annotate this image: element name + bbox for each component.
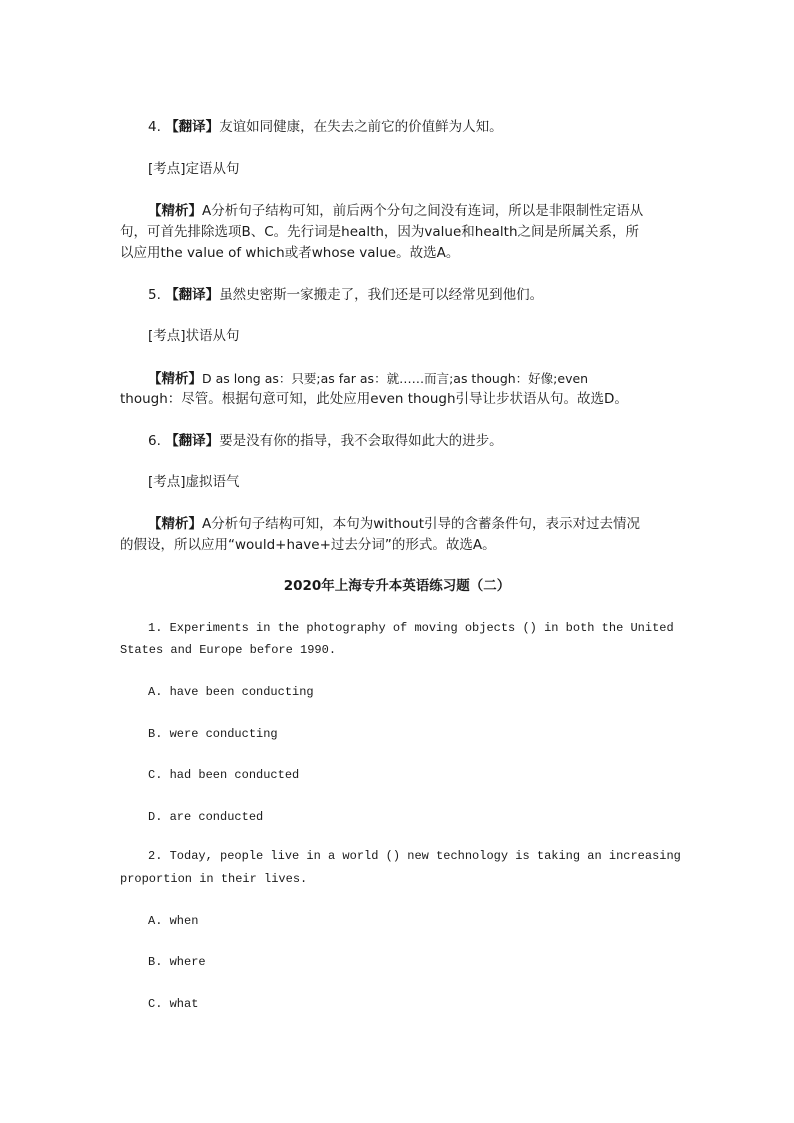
analysis-text: D as long as：只要;as far as：就……而言;as though：好像;even (202, 371, 589, 386)
question-1-stem-line2: States and Europe before 1990. (120, 643, 337, 657)
answer-number: 5. (148, 287, 161, 303)
question-2-stem-line2: proportion in their lives. (120, 872, 308, 886)
answer-4-analysis-line1 (148, 201, 643, 222)
analysis-tag: 【精析】 (148, 203, 202, 219)
answer-5-point: [考点]状语从句 (148, 328, 240, 344)
answer-4-analysis-line2: 句，可首先排除选项B、C。先行词是health，因为value和health之间是所属关系，所 (120, 224, 640, 240)
analysis-text: A分析句子结构可知，本句为without引导的含蓄条件句，表示对过去情况 (202, 516, 640, 532)
answer-5-translation-line (148, 285, 543, 306)
answer-5-analysis-line1 (148, 368, 588, 390)
answer-4-point: [考点]定语从句 (148, 161, 240, 177)
answer-4-translation-line (148, 117, 503, 138)
question-2-option-a: A. when (148, 914, 199, 928)
translation-tag: 【翻译】 (165, 433, 220, 449)
translation-text: 虽然史密斯一家搬走了，我们还是可以经常见到他们。 (219, 287, 544, 303)
section-title: 2020年上海专升本英语练习题（二） (283, 578, 511, 594)
question-2-option-c: C. what (148, 997, 199, 1011)
question-2-option-b: B. where (148, 955, 206, 969)
answer-5-analysis-line2: though：尽管。根据句意可知，此处应用even though引导让步状语从句。故选D。 (120, 391, 628, 407)
translation-tag: 【翻译】 (165, 287, 220, 303)
answer-number: 6. (148, 433, 161, 449)
question-1-option-b: B. were conducting (148, 727, 278, 741)
question-1-option-a: A. have been conducting (148, 685, 314, 699)
analysis-text: A分析句子结构可知，前后两个分句之间没有连词，所以是非限制性定语从 (202, 203, 644, 219)
question-1-stem-line1: 1. Experiments in the photography of moving objects () in both the United (148, 621, 674, 635)
answer-6-analysis-line2: 的假设，所以应用“would+have+过去分词”的形式。故选A。 (120, 537, 496, 553)
answer-6-point: [考点]虚拟语气 (148, 474, 240, 490)
answer-6-translation-line (148, 431, 503, 452)
translation-text: 要是没有你的指导，我不会取得如此大的进步。 (219, 433, 503, 449)
question-1-option-c: C. had been conducted (148, 768, 300, 782)
translation-tag: 【翻译】 (165, 119, 220, 135)
translation-text: 友谊如同健康，在失去之前它的价值鲜为人知。 (219, 119, 503, 135)
answer-number: 4. (148, 119, 161, 135)
question-1-option-d: D. are conducted (148, 810, 264, 824)
analysis-tag: 【精析】 (148, 371, 202, 387)
question-2-stem-line1: 2. Today, people live in a world () new technology is taking an increasing (148, 849, 681, 863)
analysis-tag: 【精析】 (148, 516, 202, 532)
answer-4-analysis-line3: 以应用the value of which或者whose value。故选A。 (120, 245, 460, 261)
answer-6-analysis-line1 (148, 514, 640, 535)
